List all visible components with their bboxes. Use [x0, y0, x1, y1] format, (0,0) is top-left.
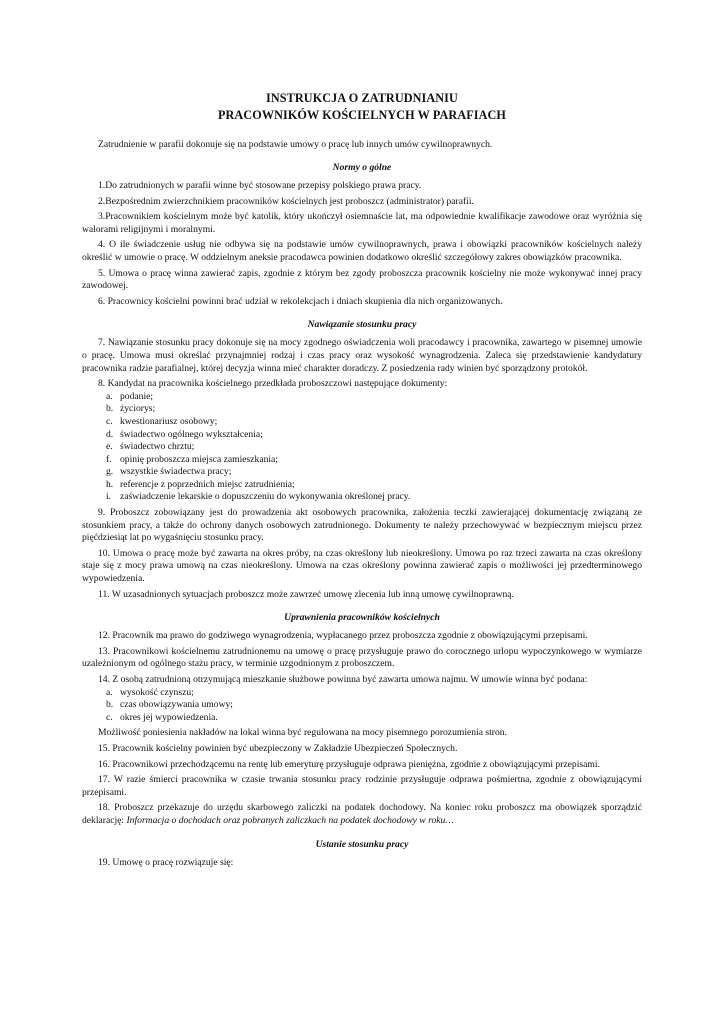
- list-marker: i.: [106, 491, 112, 503]
- list-item-text: wszystkie świadectwa pracy;: [120, 466, 232, 478]
- list-item: [82, 454, 642, 467]
- list-item-text: opinię proboszcza miejsca zamieszkania;: [120, 453, 278, 465]
- list-marker: e.: [106, 441, 113, 453]
- list-item-text: świadectwo chrztu;: [120, 441, 195, 453]
- section-heading-employment: Nawiązanie stosunku pracy: [307, 319, 417, 331]
- document-title: [82, 90, 642, 124]
- list-marker: c.: [106, 711, 113, 723]
- list-item: [82, 466, 642, 479]
- paragraph-10: 10. Umowa o pracę może być zawarta na okres próby, na czas określony lub nieokreślony. Umowa po raz trzeci zawarta na czas określony staje się z mocy prawa umową na czas nieokreślony. Umowa na czas określony powinna zawierać zapis o możliwości jej przedterminowego wypowiedzenia.: [82, 547, 642, 585]
- list-marker: b.: [106, 403, 114, 415]
- list-item-text: czas obowiązywania umowy;: [120, 699, 233, 711]
- paragraph-15: 15. Pracownik kościelny powinien być ubezpieczony w Zakładzie Ubezpieczeń Społecznych.: [98, 742, 458, 754]
- paragraph-12: 12. Pracownik ma prawo do godziwego wynagrodzenia, wypłacanego przez proboszcza zgodnie z obowiązującymi przepisami.: [98, 630, 588, 642]
- list-marker: d.: [106, 428, 114, 440]
- intro-paragraph: Zatrudnienie w parafii dokonuje się na podstawie umowy o pracę lub innych umów cywilnoprawnych.: [98, 139, 493, 150]
- paragraph-5: 5. Umowa o pracę winna zawierać zapis, zgodnie z którym bez zgody proboszcza pracownik kościelny nie może wykonywać innej pracy zawodowej.: [82, 267, 642, 292]
- paragraph-7: 7. Nawiązanie stosunku pracy dokonuje się na mocy zgodnego oświadczenia woli pracodawcy i pracownika, zawartego w pisemnej umowie o pracę. Umowa musi określać przynajmniej rodzaj i czas pracy oraz wysokość wynagrodzenia. Zaleca się przedstawienie kandydatury pracownika radzie parafialnej, której decyzja winna mieć charakter doradczy. Z posiedzenia rady winien być sporządzony protokół.: [82, 337, 642, 374]
- paragraph-9: 9. Proboszcz zobowiązany jest do prowadzenia akt osobowych pracownika, założenia teczki zawierającej dokumentację związaną ze stosunkiem pracy, a także do ochrony danych osobowych zatrudnionego. Dokumenty te należy przechowywać w bezpiecznym miejscu przez pięćdziesiąt lat po wygaśnięciu stosunku pracy.: [82, 507, 642, 544]
- list-marker: b.: [106, 699, 114, 711]
- paragraph-14-note: Możliwość poniesienia nakładów na lokal winna być regulowana na mocy pisemnego porozumienia stron.: [98, 727, 507, 739]
- list-item-text: wysokość czynszu;: [120, 686, 194, 698]
- list-item-text: podanie;: [120, 390, 154, 402]
- paragraph-18-form-title: Informacja o dochodach oraz pobranych zaliczkach na podatek dochodowy w roku…: [126, 814, 454, 826]
- list-marker: a.: [106, 390, 113, 402]
- paragraph-3: 3.Pracownikiem kościelnym może być katolik, który ukończył osiemnaście lat, ma odpowiednie kwalifikacje zawodowe oraz wyróżnia się walorami religijnymi i moralnymi.: [82, 211, 642, 235]
- list-item-text: okres jej wypowiedzenia.: [120, 711, 218, 723]
- paragraph-13: 13. Pracownikowi kościelnemu zatrudnionemu na umowę o pracę przysługuje prawo do corocznego urlopu wypoczynkowego w wymiarze uzależnionym od ogólnego stażu pracy, w terminie uzgodnionym z proboszczem.: [82, 645, 642, 670]
- list-item: [82, 416, 642, 429]
- paragraph-17: 17. W razie śmierci pracownika w czasie trwania stosunku pracy rodzinie przysługuje odprawa pośmiertna, zgodnie z obowiązującymi przepisami.: [82, 774, 642, 798]
- paragraph-16: 16. Pracownikowi przechodzącemu na rentę lub emeryturę przysługuje odprawa pieniężna, zgodnie z obowiązującymi przepisami.: [98, 758, 600, 770]
- list-marker: f.: [106, 453, 112, 465]
- paragraph-8: 8. Kandydat na pracownika kościelnego przedkłada proboszczowi następujące dokumenty:: [98, 378, 448, 390]
- list-item: [82, 441, 642, 454]
- paragraph-4: 4. O ile świadczenie usług nie odbywa się na podstawie umów cywilnoprawnych, prawa i obowiązki pracowników kościelnych należy określić w umowie o pracę. W oddzielnym aneksie pracodawca powinien dodatkowo określić szczegółowy zakres obowiązków pracownika.: [82, 239, 642, 263]
- list-marker: h.: [106, 478, 114, 490]
- paragraph-1: 1.Do zatrudnionych w parafii winne być stosowane przepisy polskiego prawa pracy.: [98, 180, 422, 191]
- list-item: [82, 687, 642, 700]
- title-line-1: INSTRUKCJA O ZATRUDNIANIU: [266, 91, 458, 105]
- paragraph-18: [82, 802, 642, 827]
- list-marker: g.: [106, 466, 114, 478]
- paragraph-6: 6. Pracownicy kościelni powinni brać udział w rekolekcjach i dniach skupienia dla nich organizowanych.: [98, 295, 503, 307]
- list-item-text: referencje z poprzednich miejsc zatrudnienia;: [120, 478, 295, 490]
- list-item: [82, 391, 642, 404]
- title-line-2: PRACOWNIKÓW KOŚCIELNYCH W PARAFIACH: [217, 108, 506, 122]
- paragraph-18-text: 18. Proboszcz przekazuje do urzędu skarbowego zaliczki na podatek dochodowy. Na koniec roku proboszcz ma obowiązek sporządzić deklarację:: [82, 802, 642, 826]
- section-heading-termination: Ustanie stosunku pracy: [315, 838, 409, 850]
- list-item: [82, 699, 642, 712]
- paragraph-11: 11. W uzasadnionych sytuacjach proboszcz może zawrzeć umowę zlecenia lub inną umowę cywilnoprawną.: [98, 588, 514, 600]
- list-item-text: życiorys;: [120, 403, 156, 415]
- paragraph-2: 2.Bezpośrednim zwierzchnikiem pracowników kościelnych jest proboszcz (administrator) parafii.: [98, 195, 474, 207]
- paragraph-14: 14. Z osobą zatrudnioną otrzymującą mieszkanie służbowe powinna być zawarta umowa najmu. W umowie winna być podana:: [98, 674, 588, 685]
- section-heading-rights: Uprawnienia pracowników kościelnych: [284, 612, 440, 624]
- list-item-text: świadectwo ogólnego wykształcenia;: [120, 428, 263, 440]
- section-heading-general: Normy o gólne: [332, 162, 392, 173]
- paragraph-19: 19. Umowę o pracę rozwiązuje się:: [98, 856, 234, 868]
- list-marker: c.: [106, 415, 113, 427]
- list-item: [82, 403, 642, 416]
- list-item: [82, 491, 642, 504]
- list-item-text: zaświadczenie lekarskie o dopuszczeniu do wykonywania określonej pracy.: [120, 491, 411, 503]
- list-item: [82, 712, 642, 725]
- lease-terms-list: [82, 687, 642, 725]
- list-item: [82, 479, 642, 492]
- list-marker: a.: [106, 686, 113, 698]
- documents-list: [82, 391, 642, 504]
- list-item-text: kwestionariusz osobowy;: [120, 415, 218, 427]
- document-page: [82, 90, 642, 872]
- list-item: [82, 429, 642, 442]
